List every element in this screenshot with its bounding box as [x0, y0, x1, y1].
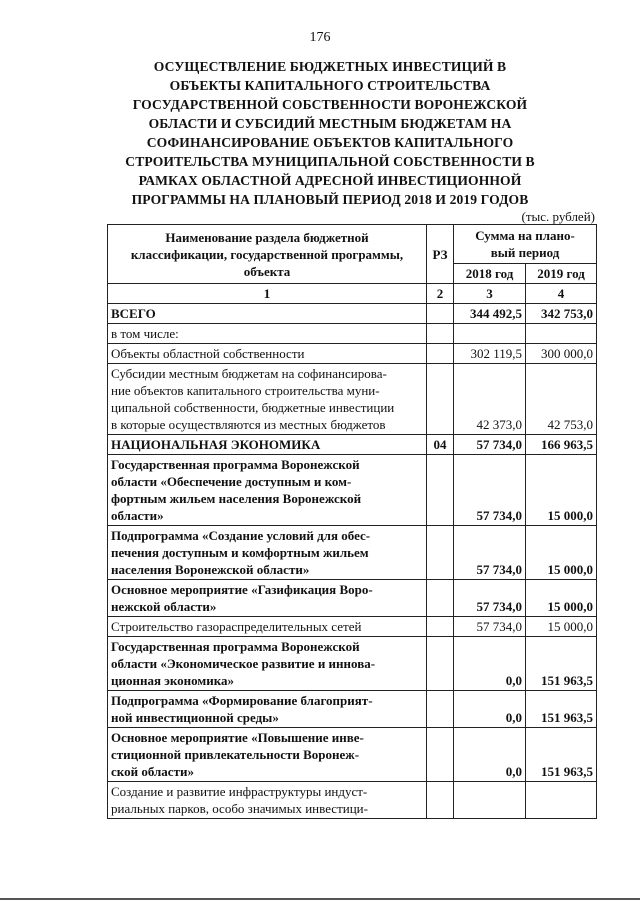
- table-row: [108, 617, 597, 637]
- table-row: [108, 435, 597, 455]
- row-name-cell: Государственная программа Воронежской области «Экономическое развитие и иннова- ционная экономика»: [108, 637, 427, 691]
- row-name-cell: НАЦИОНАЛЬНАЯ ЭКОНОМИКА: [108, 435, 427, 455]
- row-value-2018: 42 373,0: [454, 364, 526, 435]
- row-value-2019: 15 000,0: [526, 526, 597, 580]
- row-rz-cell: [427, 728, 454, 782]
- table-row: [108, 324, 597, 344]
- col-number-1: 1: [108, 284, 427, 304]
- row-name-cell: Подпрограмма «Создание условий для обес- печения доступным и комфортным жильем населения Воронежской области»: [108, 526, 427, 580]
- row-value-2019: 151 963,5: [526, 691, 597, 728]
- row-value-2019: 300 000,0: [526, 344, 597, 364]
- row-name-cell: в том числе:: [108, 324, 427, 344]
- header-name: Наименование раздела бюджетной классификации, государственной программы, объекта: [108, 225, 427, 284]
- title-line: ОСУЩЕСТВЛЕНИЕ БЮДЖЕТНЫХ ИНВЕСТИЦИЙ В: [153, 59, 507, 74]
- row-value-2019: 151 963,5: [526, 637, 597, 691]
- row-value-2018: 0,0: [454, 691, 526, 728]
- col-number-2: 2: [427, 284, 454, 304]
- row-name-cell: Создание и развитие инфраструктуры индуст- риальных парков, особо значимых инвестици-: [108, 782, 427, 819]
- row-rz-cell: [427, 580, 454, 617]
- table-row: [108, 364, 597, 435]
- title-line: ОБЪЕКТЫ КАПИТАЛЬНОГО СТРОИТЕЛЬСТВА: [169, 78, 491, 93]
- row-rz-cell: [427, 637, 454, 691]
- row-rz-cell: [427, 455, 454, 526]
- header-sum: Сумма на плано- вый период: [454, 225, 597, 264]
- row-rz-cell: [427, 526, 454, 580]
- table-row: [108, 344, 597, 364]
- row-rz-cell: [427, 344, 454, 364]
- row-value-2018: 0,0: [454, 637, 526, 691]
- document-title: [110, 57, 550, 209]
- row-name-cell: Объекты областной собственности: [108, 344, 427, 364]
- row-rz-cell: 04: [427, 435, 454, 455]
- row-rz-cell: [427, 617, 454, 637]
- row-rz-cell: [427, 324, 454, 344]
- row-value-2019: 15 000,0: [526, 617, 597, 637]
- col-number-4: 4: [526, 284, 597, 304]
- header-2019: 2019 год: [526, 264, 597, 284]
- row-name-cell: Государственная программа Воронежской области «Обеспечение доступным и ком- фортным жильем населения Воронежской области»: [108, 455, 427, 526]
- page-number: 176: [309, 30, 331, 45]
- row-name-cell: ВСЕГО: [108, 304, 427, 324]
- row-value-2019: 166 963,5: [526, 435, 597, 455]
- row-value-2018: 57 734,0: [454, 526, 526, 580]
- table-row: [108, 728, 597, 782]
- row-rz-cell: [427, 691, 454, 728]
- row-value-2018: [454, 324, 526, 344]
- header-2018: 2018 год: [454, 264, 526, 284]
- table-row: [108, 304, 597, 324]
- title-line: ОБЛАСТИ И СУБСИДИЙ МЕСТНЫМ БЮДЖЕТАМ НА: [148, 116, 512, 131]
- row-rz-cell: [427, 364, 454, 435]
- page-bottom-rule: [0, 898, 640, 900]
- header-rz: РЗ: [427, 225, 454, 284]
- table-row: [108, 455, 597, 526]
- title-line: РАМКАХ ОБЛАСТНОЙ АДРЕСНОЙ ИНВЕСТИЦИОННОЙ: [138, 173, 522, 188]
- row-name-cell: Строительство газораспределительных сетей: [108, 617, 427, 637]
- title-line: СТРОИТЕЛЬСТВА МУНИЦИПАЛЬНОЙ СОБСТВЕННОСТИ В: [125, 154, 535, 169]
- title-line: ГОСУДАРСТВЕННОЙ СОБСТВЕННОСТИ ВОРОНЕЖСКОЙ: [132, 97, 528, 112]
- col-number-3: 3: [454, 284, 526, 304]
- row-value-2018: 302 119,5: [454, 344, 526, 364]
- title-line: СОФИНАНСИРОВАНИЕ ОБЪЕКТОВ КАПИТАЛЬНОГО: [146, 135, 514, 150]
- row-name-cell: Подпрограмма «Формирование благоприят- ной инвестиционной среды»: [108, 691, 427, 728]
- row-value-2019: [526, 782, 597, 819]
- table-row: [108, 580, 597, 617]
- investment-table: [107, 224, 597, 819]
- row-value-2018: 57 734,0: [454, 435, 526, 455]
- row-value-2019: 342 753,0: [526, 304, 597, 324]
- row-value-2019: 15 000,0: [526, 580, 597, 617]
- row-value-2019: [526, 324, 597, 344]
- header-row: [108, 225, 597, 264]
- row-value-2018: [454, 782, 526, 819]
- row-name-cell: Субсидии местным бюджетам на софинансирова- ние объектов капитального строительства муни- ципальной собственности, бюджетные инвестиции в которые осуществляются из местных бюджетов: [108, 364, 427, 435]
- row-rz-cell: [427, 782, 454, 819]
- row-value-2019: 42 753,0: [526, 364, 597, 435]
- table-row: [108, 637, 597, 691]
- table-row: [108, 691, 597, 728]
- row-value-2018: 344 492,5: [454, 304, 526, 324]
- row-value-2018: 57 734,0: [454, 617, 526, 637]
- row-value-2018: 57 734,0: [454, 580, 526, 617]
- row-value-2018: 57 734,0: [454, 455, 526, 526]
- row-value-2019: 151 963,5: [526, 728, 597, 782]
- unit-label: (тыс. рублей): [521, 209, 595, 224]
- row-name-cell: Основное мероприятие «Повышение инве- стиционной привлекательности Воронеж- ской области»: [108, 728, 427, 782]
- row-name-cell: Основное мероприятие «Газификация Воро- нежской области»: [108, 580, 427, 617]
- title-line: ПРОГРАММЫ НА ПЛАНОВЫЙ ПЕРИОД 2018 И 2019 ГОДОВ: [131, 192, 529, 207]
- row-value-2018: 0,0: [454, 728, 526, 782]
- table-row: [108, 782, 597, 819]
- row-value-2019: 15 000,0: [526, 455, 597, 526]
- column-numbers-row: [108, 284, 597, 304]
- table-row: [108, 526, 597, 580]
- row-rz-cell: [427, 304, 454, 324]
